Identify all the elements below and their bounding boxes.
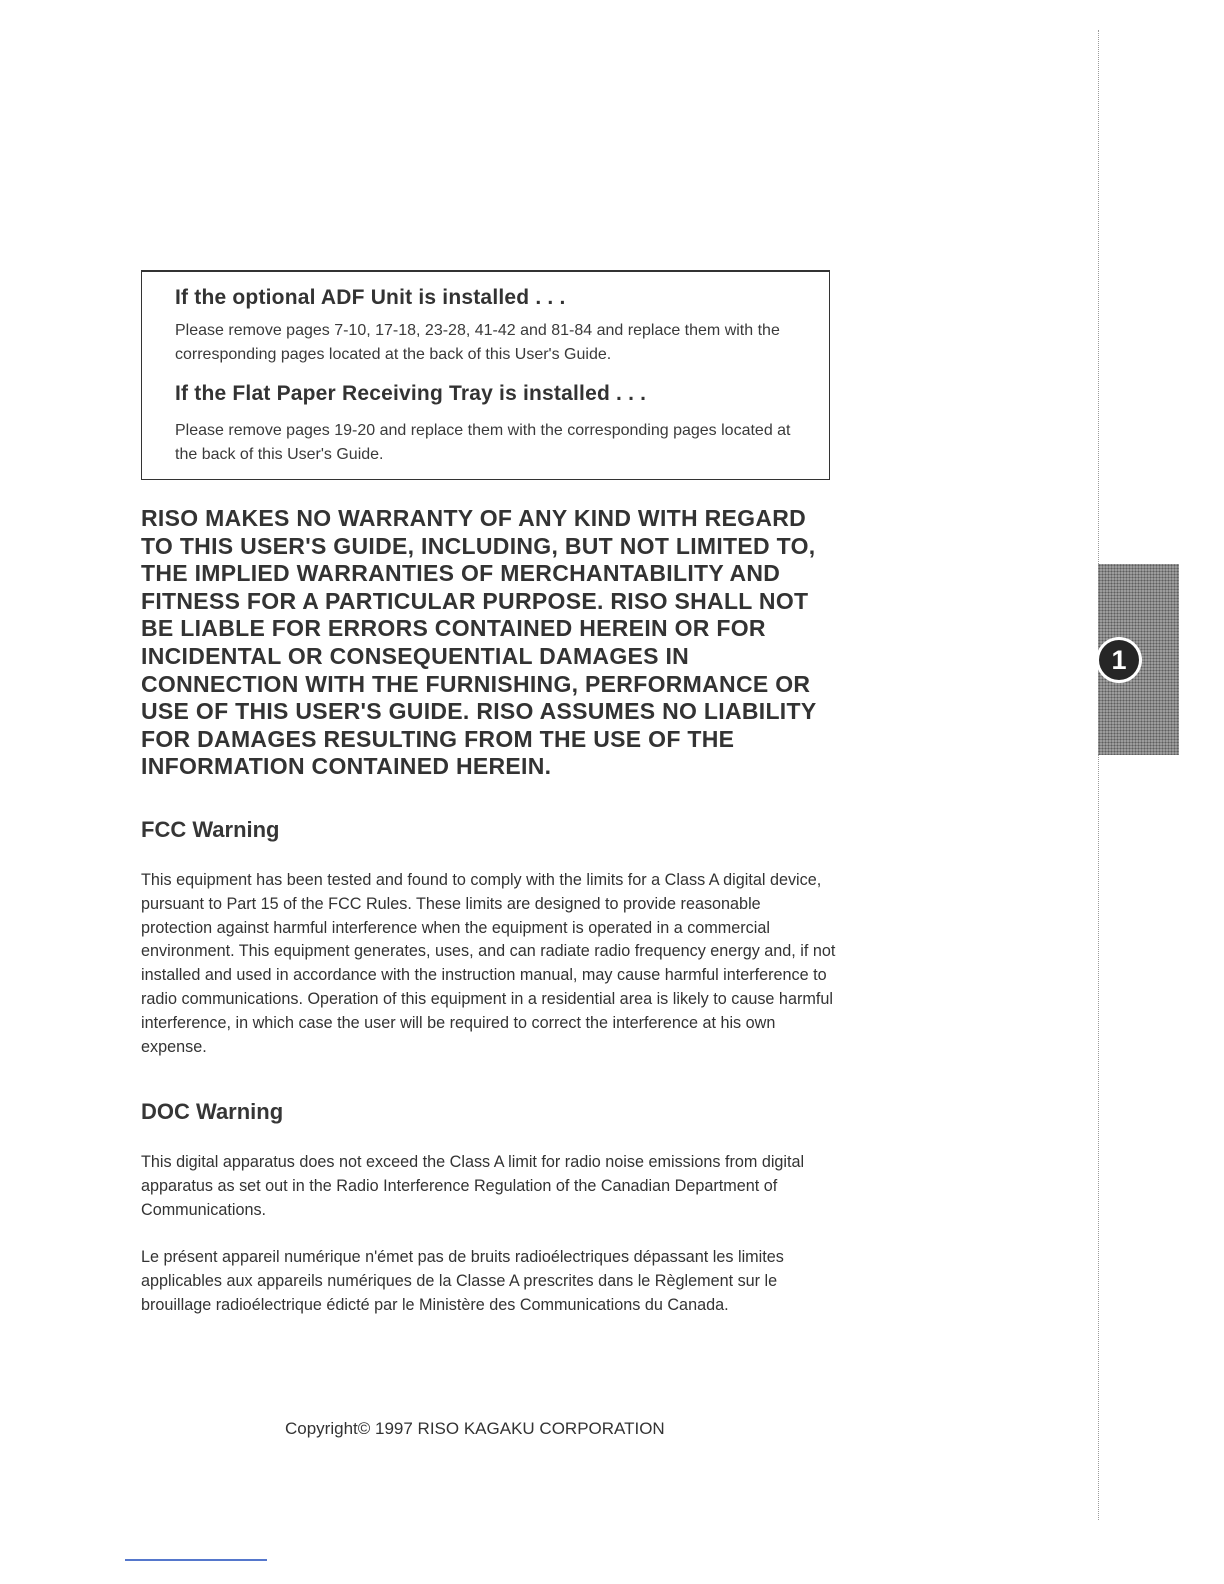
doc-warning-heading: DOC Warning [141, 1099, 284, 1124]
doc-warning-text-french: Le présent appareil numérique n'émet pas de bruits radioélectriques dépassant les limites applicables aux appareils numériques de la Classe A prescrites dans le Règlement sur le brouillage radioélectrique édicté par le Ministère des Communications du Canada. [141, 1248, 784, 1314]
adf-notice-text: Please remove pages 7-10, 17-18, 23-28, 41-42 and 81-84 and replace them with the corresponding pages located at the back of this User's Guide. [175, 322, 780, 363]
fcc-warning-text: This equipment has been tested and found to comply with the limits for a Class A digital device, pursuant to Part 15 of the FCC Rules. These limits are designed to provide reasonable protection against harmful interference when the equipment is operated in a commercial environment. This equipment generates, uses, and can radiate radio frequency energy and, if not installed and used in accordance with the instruction manual, may cause harmful interference to radio communications. Operation of this equipment in a residential area is likely to cause harmful interference, in which case the user will be required to correct the interference at his own expense. [141, 871, 836, 1056]
page-edge-dotted-line [1098, 30, 1099, 1520]
scan-underline-mark [125, 1559, 267, 1561]
tray-notice-text: Please remove pages 19-20 and replace them with the corresponding pages located at the back of this User's Guide. [175, 422, 791, 463]
adf-notice-heading: If the optional ADF Unit is installed . . . [175, 286, 566, 309]
fcc-warning-heading: FCC Warning [141, 817, 280, 842]
installation-notice-box [141, 270, 830, 480]
tray-notice-heading: If the Flat Paper Receiving Tray is installed . . . [175, 382, 647, 405]
warranty-disclaimer: RISO MAKES NO WARRANTY OF ANY KIND WITH REGARD TO THIS USER'S GUIDE, INCLUDING, BUT NOT LIMITED TO, THE IMPLIED WARRANTIES OF MERCHANTABILITY AND FITNESS FOR A PARTICULAR PURPOSE. RISO SHALL NOT BE LIABLE FOR ERRORS CONTAINED HEREIN OR FOR INCIDENTAL OR CONSEQUENTIAL DAMAGES IN CONNECTION WITH THE FURNISHING, PERFORMANCE OR USE OF THIS USER'S GUIDE. RISO ASSUMES NO LIABILITY FOR DAMAGES RESULTING FROM THE USE OF THE INFORMATION CONTAINED HEREIN. [141, 505, 817, 780]
doc-warning-text-english: This digital apparatus does not exceed the Class A limit for radio noise emissions from digital apparatus as set out in the Radio Interference Regulation of the Canadian Department of Communications. [141, 1153, 805, 1219]
chapter-number: 1 [1099, 640, 1139, 680]
copyright-notice: Copyright© 1997 RISO KAGAKU CORPORATION [285, 1419, 665, 1438]
chapter-number-badge [1096, 637, 1142, 683]
